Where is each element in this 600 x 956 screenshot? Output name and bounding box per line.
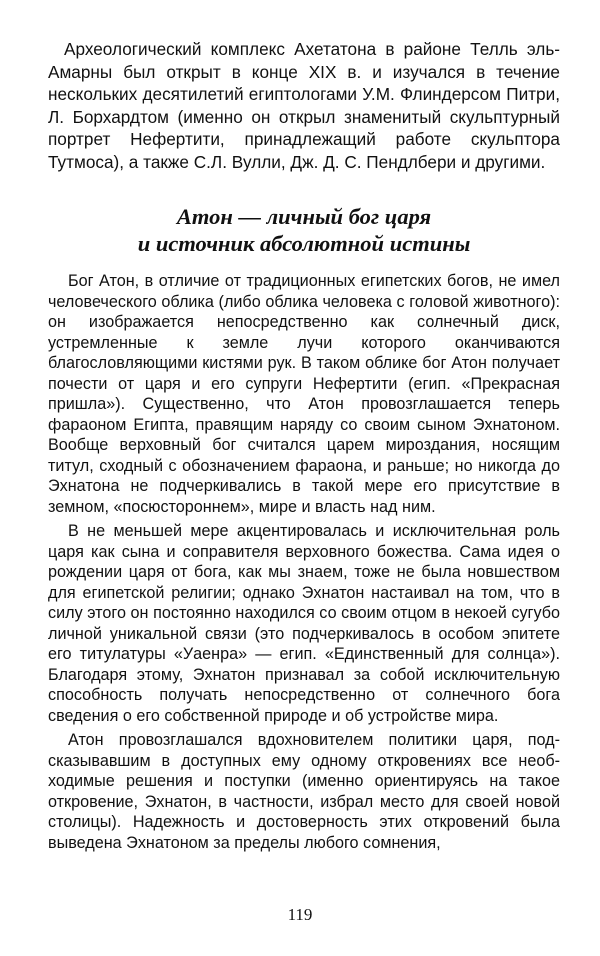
section-heading [48,203,560,257]
page-number: 119 [287,905,313,924]
section-heading-line-2: и источник абсолютной истины [137,231,471,256]
body-paragraph-2: В не меньшей мере акцентировалась и исключительная роль царя как сына и соправителя верховного божества. Сама идея о рождении царя от бога, как мы знаем, тоже не была новшеством для египетской религии; однако Эхнатон настаивал на том, что в силу этого он постоянно находился со своим отцом в некоей сугубо личной уникальной связи (это подчеркивалось в особом эпитете его титулатуры «Уаенра» — егип. «Единственный для солнца»). Благодаря этому, Эхнатон признавал за собой исключительную способность получать непосредственно от солнечного бога сведения о его собственной природе и об устройстве мира. [48,522,560,725]
section-heading-line-1: Атон — личный бог царя [176,204,432,229]
body-paragraph-1: Бог Атон, в отличие от традиционных египетских богов, не имел человеческого облика (либо облика человека с головой животного): он изображается непосредственно как солнечный диск, устремленные к земле лучи которого оканчиваются благословляющими кистями рук. В таком облике бог Атон получает почести от царя и его супруги Нефертити (егип. «Прекрасная пришла»). Существенно, что Атон провозглашается теперь фараоном Египта, правящим наряду со своим сыном Эхнатоном. Вообще верховный бог считался царем мироздания, носящим титул, сходный с обозначением фараона, и раньше; но никогда до Эхнатона не подчеркивались в такой мере его присутствие в земном, «посюстороннем», мире и власть над ним. [48,272,560,516]
intro-paragraph: Археологический комплекс Ахетатона в районе Телль эль-Амарны был открыт в конце XIX в. и изучался в течение нескольких десятилетий египтологами У.М. Флиндерсом Питри, Л. Борхардтом (именно он открыл знаменитый скульптурный портрет Нефертити, принадлежащий работе скульптора Тутмоса), а также С.Л. Вулли, Дж. Д. С. Пендлбери и другими. [48,39,560,172]
body-paragraph-3: Атон провозглашался вдохновителем политики царя, подсказывавшим в доступных ему одному откровениях все необходимые решения и поступки (именно ориентируясь на такое откровение, Эхнатон, в частности, избрал место для своей новой столицы). Надежность и достоверность этих откровений была выведена Эхнатоном за пределы любого сомнения, [48,731,560,852]
